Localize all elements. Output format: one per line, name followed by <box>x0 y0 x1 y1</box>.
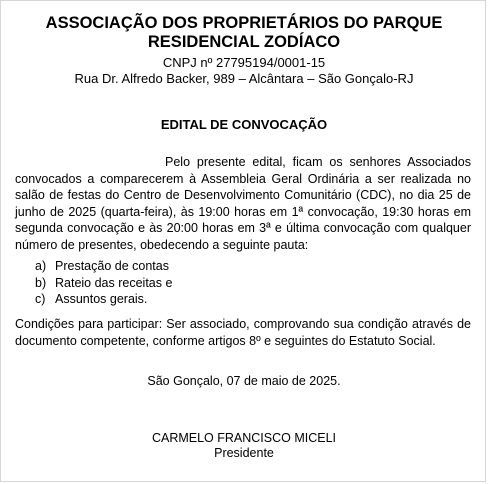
convocation-paragraph <box>15 154 471 253</box>
association-name <box>1 14 487 52</box>
agenda-marker: c) <box>35 292 46 306</box>
agenda-text: Assuntos gerais. <box>55 292 148 306</box>
association-name-line2: RESIDENCIAL ZODÍACO <box>147 33 341 51</box>
date-line: São Gonçalo, 07 de maio de 2025. <box>147 374 341 388</box>
agenda-marker: b) <box>35 275 47 290</box>
agenda-item <box>35 258 172 275</box>
association-name-line1: ASSOCIAÇÃO DOS PROPRIETÁRIOS DO PARQUE <box>45 14 443 32</box>
agenda-text: Rateio das receitas e <box>55 275 173 290</box>
agenda-item <box>35 291 172 308</box>
signatory-name: CARMELO FRANCISCO MICELI <box>151 431 337 445</box>
signatory-role: Presidente <box>214 446 274 460</box>
agenda-list <box>35 258 172 308</box>
agenda-item <box>35 275 172 292</box>
convocation-paragraph-text: Pelo presente edital, ficam os senhores Associados convocados a comparecerem à Assembleia Geral Ordinária a ser realizada no salão de festas do Centro de Desenvolvimento Comunitário (CDC), no dia 25 de junho de 2025 (quarta-feira), às 19:00 horas em 1ª convocação, 19:30 horas em segunda convocação e às 20:00 horas em 3ª e última convocação com qualquer número de presentes, obedecendo a seguinte pauta: <box>15 155 471 252</box>
address-line: Rua Dr. Alfredo Backer, 989 – Alcântara – São Gonçalo-RJ <box>74 71 414 86</box>
cnpj-line: CNPJ nº 27795194/0001-15 <box>162 55 326 70</box>
agenda-text: Prestação de contas <box>55 259 169 273</box>
agenda-marker: a) <box>35 259 47 273</box>
participation-conditions: Condições para participar: Ser associado, comprovando sua condição através de documento competente, conforme artigos 8º e seguintes do Estatuto Social. <box>15 317 471 348</box>
edital-title: EDITAL DE CONVOCAÇÃO <box>160 117 328 132</box>
